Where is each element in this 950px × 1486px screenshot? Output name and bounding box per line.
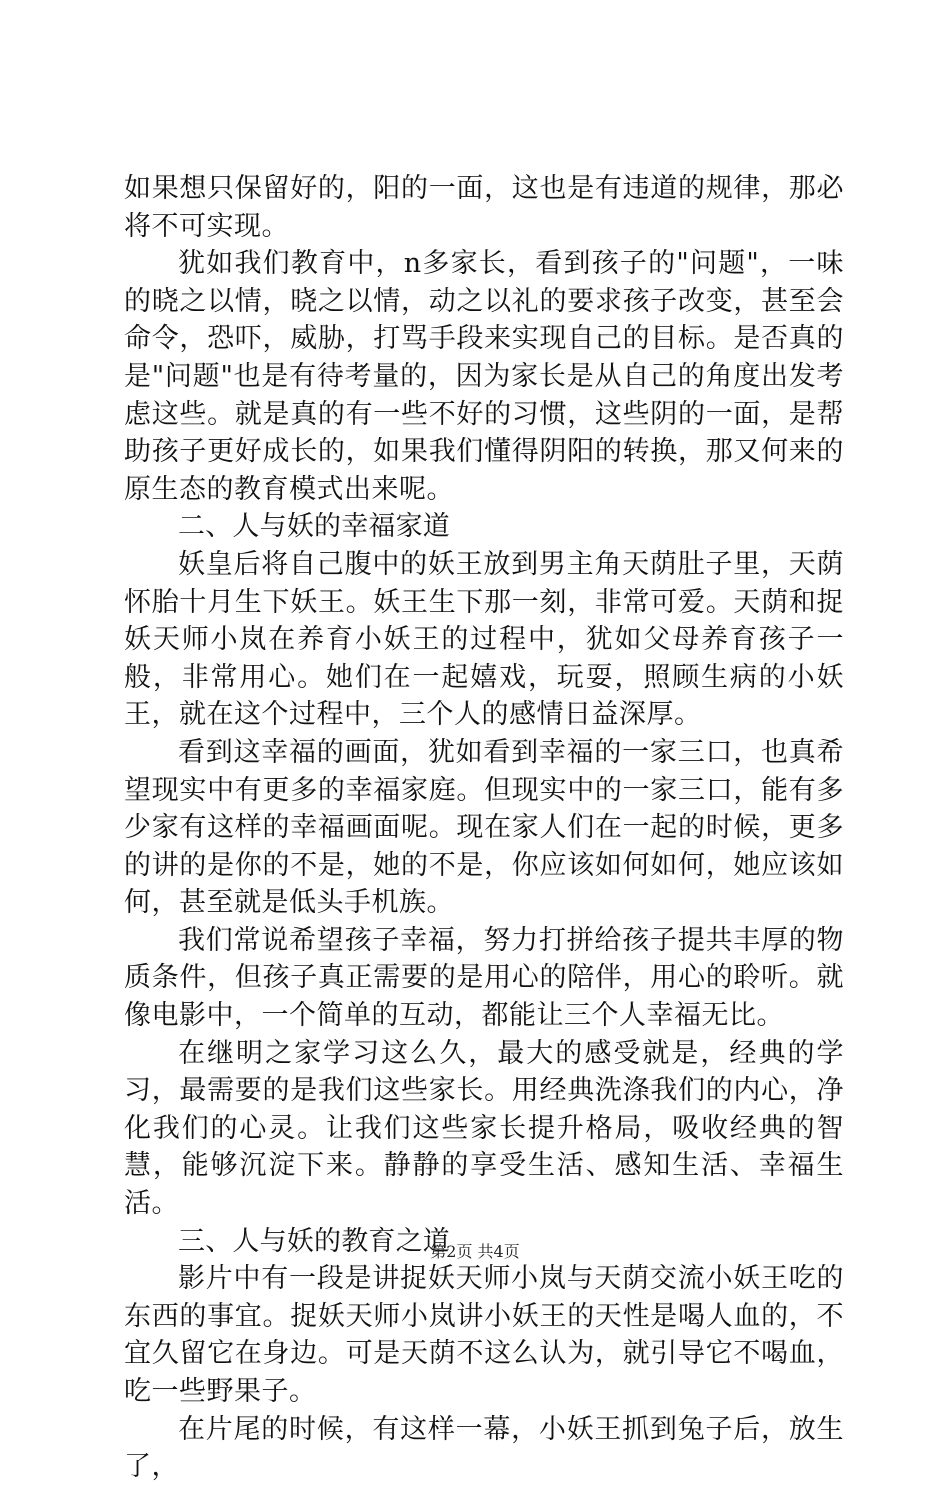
page-number-footer: 第2页 共4页 [430,1242,520,1261]
paragraph: 影片中有一段是讲捉妖天师小岚与天荫交流小妖王吃的东西的事宜。捉妖天师小岚讲小妖王的天性是喝人血的，不宜久留它在身边。可是天荫不这么认为，就引导它不喝血，吃一些野果子。 [124,1263,844,1407]
paragraph: 看到这幸福的画面，犹如看到幸福的一家三口，也真希望现实中有更多的幸福家庭。但现实中的一家三口，能有多少家有这样的幸福画面呢。现在家人们在一起的时候，更多的讲的是你的不是，她的不是，你应该如何如何，她应该如何，甚至就是低头手机族。 [124,736,844,919]
paragraph: 在片尾的时候，有这样一幕，小妖王抓到兔子后，放生了， [124,1413,844,1483]
paragraph: 犹如我们教育中，n多家长，看到孩子的"问题"，一味的晓之以情，晓之以情，动之以礼的要求孩子改变，甚至会命令，恐吓，威胁，打骂手段来实现自己的目标。是否真的是"问题"也是有待考量的，因为家长是从自己的角度出发考虑这些。就是真的有一些不好的习惯，这些阴的一面，是帮助孩子更好成长的，如果我们懂得阴阳的转换，那又何来的原生态的教育模式出来呢。 [124,248,844,505]
section-heading: 二、人与妖的幸福家道 [178,511,450,543]
section-heading: 三、人与妖的教育之道 [178,1225,450,1257]
paragraph: 妖皇后将自己腹中的妖王放到男主角天荫肚子里，天荫怀胎十月生下妖王。妖王生下那一刻，非常可爱。天荫和捉妖天师小岚在养育小妖王的过程中，犹如父母养育孩子一般，非常用心。她们在一起嬉戏，玩耍，照顾生病的小妖王，就在这个过程中，三个人的感情日益深厚。 [124,548,844,731]
paragraph: 如果想只保留好的，阳的一面，这也是有违道的规律，那必将不可实现。 [124,173,844,242]
paragraph: 我们常说希望孩子幸福，努力打拼给孩子提共丰厚的物质条件，但孩子真正需要的是用心的陪伴，用心的聆听。就像电影中，一个简单的互动，都能让三个人幸福无比。 [124,924,844,1032]
document-body [124,170,844,1486]
paragraph: 在继明之家学习这么久，最大的感受就是，经典的学习，最需要的是我们这些家长。用经典洗涤我们的内心，净化我们的心灵。让我们这些家长提升格局，吸收经典的智慧，能够沉淀下来。静静的享受生活、感知生活、幸福生活。 [124,1037,844,1220]
